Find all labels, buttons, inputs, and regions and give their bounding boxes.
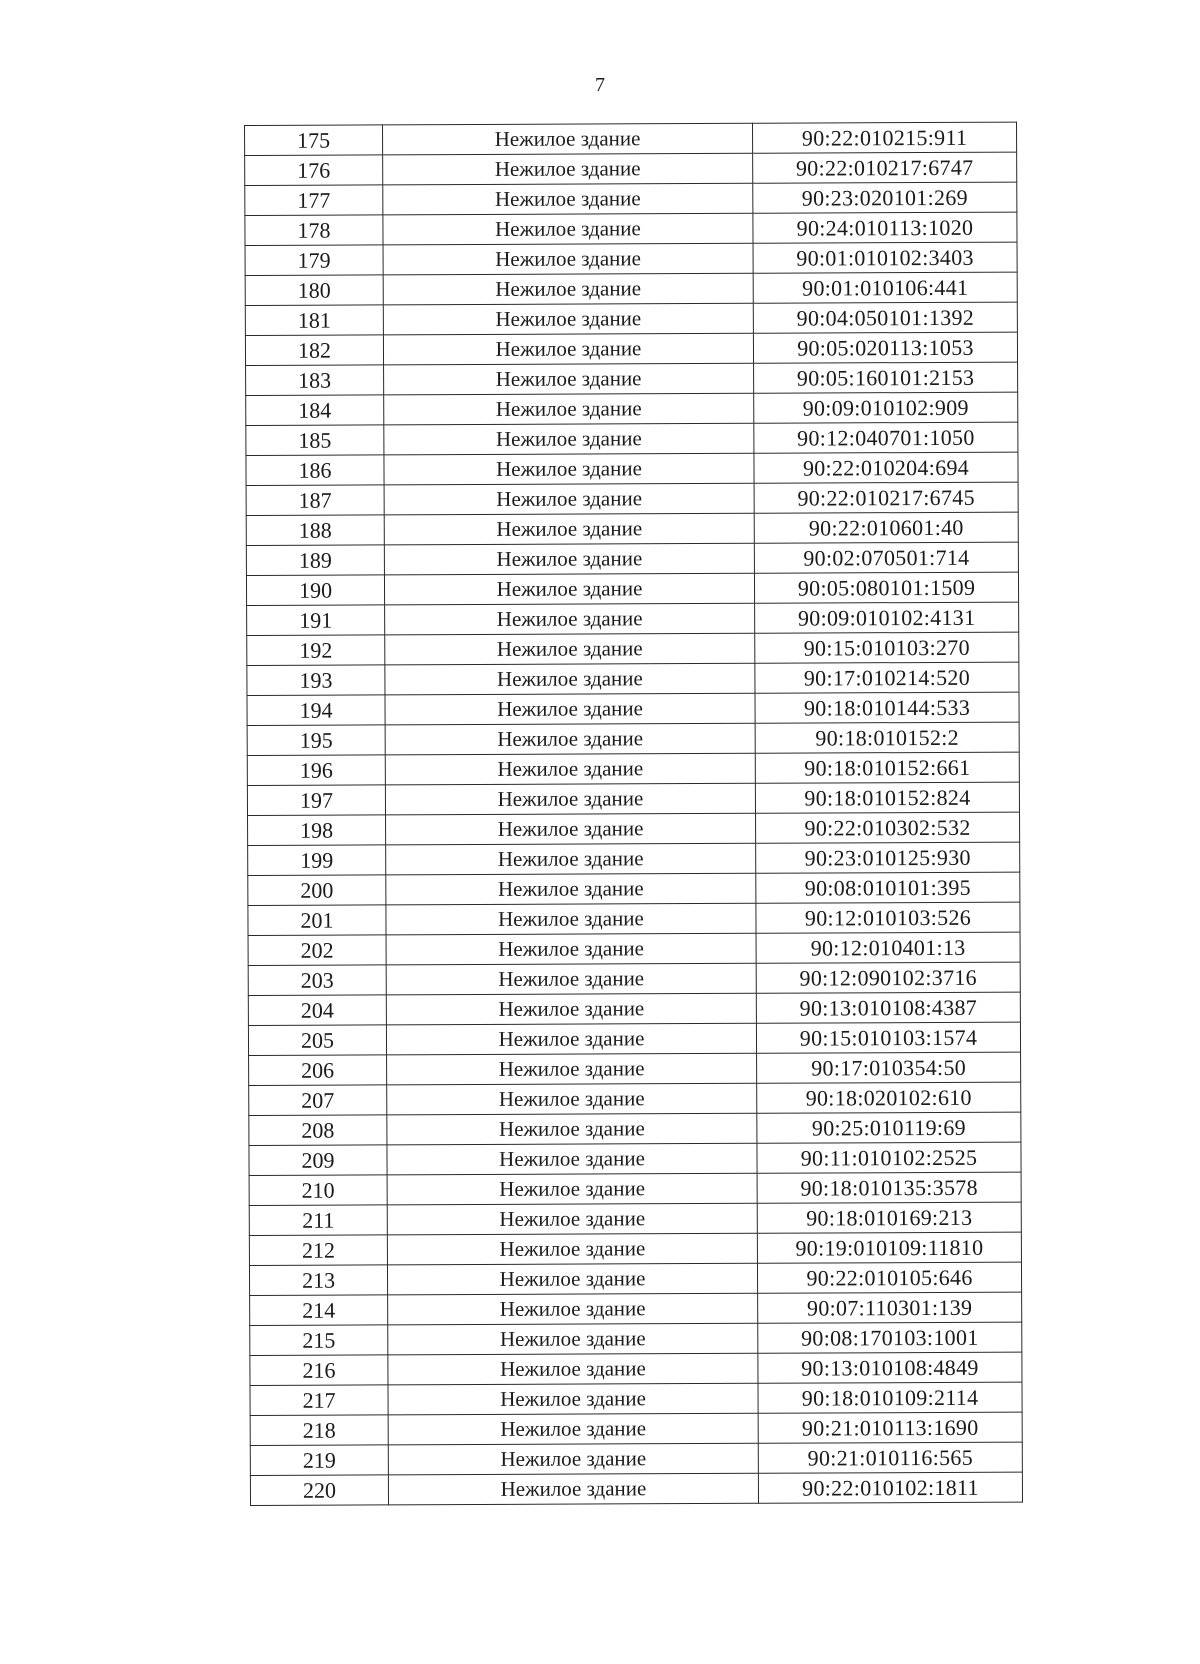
object-type-cell: Нежилое здание — [383, 243, 753, 275]
cadastral-number-cell: 90:18:010152:661 — [755, 752, 1019, 783]
table-row — [248, 902, 1020, 935]
row-number-cell: 178 — [245, 215, 383, 246]
property-registry-table — [244, 122, 1023, 1506]
object-type-cell: Нежилое здание — [383, 123, 753, 155]
row-number-cell: 199 — [248, 845, 386, 876]
object-type-cell: Нежилое здание — [384, 393, 754, 425]
table-row — [247, 722, 1019, 755]
table-row — [247, 752, 1019, 785]
cadastral-number-cell: 90:01:010102:3403 — [753, 242, 1017, 273]
cadastral-number-cell: 90:12:040701:1050 — [754, 422, 1018, 453]
cadastral-number-cell: 90:24:010113:1020 — [753, 212, 1017, 243]
object-type-cell: Нежилое здание — [385, 633, 755, 665]
cadastral-number-cell: 90:17:010214:520 — [755, 662, 1019, 693]
table-row — [248, 992, 1020, 1025]
cadastral-number-cell: 90:05:160101:2153 — [754, 362, 1018, 393]
row-number-cell: 209 — [249, 1145, 387, 1176]
table-row — [249, 1172, 1021, 1205]
object-type-cell: Нежилое здание — [388, 1353, 758, 1385]
cadastral-number-cell: 90:23:020101:269 — [753, 182, 1017, 213]
row-number-cell: 210 — [249, 1175, 387, 1206]
cadastral-number-cell: 90:09:010102:4131 — [755, 602, 1019, 633]
table-row — [247, 782, 1019, 815]
table-row — [247, 632, 1019, 665]
row-number-cell: 207 — [249, 1085, 387, 1116]
table-row — [248, 1022, 1020, 1055]
cadastral-number-cell: 90:13:010108:4387 — [756, 992, 1020, 1023]
table-row — [246, 362, 1018, 395]
cadastral-number-cell: 90:18:010109:2114 — [758, 1382, 1022, 1413]
cadastral-number-cell: 90:21:010113:1690 — [758, 1412, 1022, 1443]
table-row — [250, 1442, 1022, 1475]
table-row — [245, 302, 1017, 335]
cadastral-number-cell: 90:22:010102:1811 — [758, 1472, 1022, 1503]
cadastral-number-cell: 90:18:020102:610 — [757, 1082, 1021, 1113]
row-number-cell: 190 — [246, 575, 384, 606]
cadastral-number-cell: 90:21:010116:565 — [758, 1442, 1022, 1473]
object-type-cell: Нежилое здание — [384, 573, 754, 605]
table-row — [249, 1112, 1021, 1145]
cadastral-number-cell: 90:22:010215:911 — [752, 122, 1016, 153]
object-type-cell: Нежилое здание — [383, 303, 753, 335]
object-type-cell: Нежилое здание — [388, 1413, 758, 1445]
row-number-cell: 213 — [249, 1265, 387, 1296]
table-row — [246, 452, 1018, 485]
row-number-cell: 215 — [250, 1325, 388, 1356]
cadastral-number-cell: 90:22:010302:532 — [756, 812, 1020, 843]
object-type-cell: Нежилое здание — [383, 333, 753, 365]
table-row — [247, 662, 1019, 695]
object-type-cell: Нежилое здание — [388, 1293, 758, 1325]
row-number-cell: 187 — [246, 485, 384, 516]
cadastral-number-cell: 90:22:010601:40 — [754, 512, 1018, 543]
object-type-cell: Нежилое здание — [386, 903, 756, 935]
object-type-cell: Нежилое здание — [388, 1473, 758, 1505]
cadastral-number-cell: 90:22:010217:6747 — [753, 152, 1017, 183]
object-type-cell: Нежилое здание — [388, 1443, 758, 1475]
row-number-cell: 176 — [245, 155, 383, 186]
table-row — [245, 152, 1017, 185]
table-row — [248, 932, 1020, 965]
table-row — [250, 1322, 1022, 1355]
cadastral-number-cell: 90:07:110301:139 — [758, 1292, 1022, 1323]
row-number-cell: 183 — [246, 365, 384, 396]
table-row — [247, 692, 1019, 725]
row-number-cell: 180 — [245, 275, 383, 306]
row-number-cell: 218 — [250, 1415, 388, 1446]
table-row — [249, 1052, 1021, 1085]
row-number-cell: 216 — [250, 1355, 388, 1386]
object-type-cell: Нежилое здание — [386, 813, 756, 845]
table-row — [247, 602, 1019, 635]
table-row — [248, 842, 1020, 875]
object-type-cell: Нежилое здание — [386, 963, 756, 995]
object-type-cell: Нежилое здание — [385, 663, 755, 695]
cadastral-number-cell: 90:18:010144:533 — [755, 692, 1019, 723]
row-number-cell: 192 — [247, 635, 385, 666]
table-row — [245, 212, 1017, 245]
object-type-cell: Нежилое здание — [383, 213, 753, 245]
object-type-cell: Нежилое здание — [387, 1053, 757, 1085]
row-number-cell: 193 — [247, 665, 385, 696]
object-type-cell: Нежилое здание — [385, 693, 755, 725]
table-row — [250, 1292, 1022, 1325]
row-number-cell: 197 — [247, 785, 385, 816]
page-number: 7 — [595, 74, 605, 96]
object-type-cell: Нежилое здание — [385, 603, 755, 635]
table-row — [249, 1202, 1021, 1235]
cadastral-number-cell: 90:08:010101:395 — [756, 872, 1020, 903]
row-number-cell: 198 — [248, 815, 386, 846]
row-number-cell: 184 — [246, 395, 384, 426]
cadastral-number-cell: 90:01:010106:441 — [753, 272, 1017, 303]
cadastral-number-cell: 90:22:010204:694 — [754, 452, 1018, 483]
row-number-cell: 196 — [247, 755, 385, 786]
registry-table-body — [245, 122, 1023, 1505]
row-number-cell: 185 — [246, 425, 384, 456]
table-row — [246, 572, 1018, 605]
row-number-cell: 203 — [248, 965, 386, 996]
cadastral-number-cell: 90:12:010103:526 — [756, 902, 1020, 933]
cadastral-number-cell: 90:22:010217:6745 — [754, 482, 1018, 513]
cadastral-number-cell: 90:18:010169:213 — [757, 1202, 1021, 1233]
table-row — [250, 1382, 1022, 1415]
cadastral-number-cell: 90:12:010401:13 — [756, 932, 1020, 963]
table-row — [250, 1412, 1022, 1445]
object-type-cell: Нежилое здание — [386, 873, 756, 905]
object-type-cell: Нежилое здание — [385, 783, 755, 815]
object-type-cell: Нежилое здание — [387, 1233, 757, 1265]
row-number-cell: 205 — [248, 1025, 386, 1056]
cadastral-number-cell: 90:18:010152:2 — [755, 722, 1019, 753]
object-type-cell: Нежилое здание — [385, 723, 755, 755]
row-number-cell: 181 — [245, 305, 383, 336]
cadastral-number-cell: 90:04:050101:1392 — [753, 302, 1017, 333]
cadastral-number-cell: 90:13:010108:4849 — [758, 1352, 1022, 1383]
table-row — [245, 272, 1017, 305]
object-type-cell: Нежилое здание — [384, 513, 754, 545]
object-type-cell: Нежилое здание — [383, 153, 753, 185]
row-number-cell: 191 — [247, 605, 385, 636]
table-row — [249, 1142, 1021, 1175]
row-number-cell: 195 — [247, 725, 385, 756]
row-number-cell: 211 — [249, 1205, 387, 1236]
cadastral-number-cell: 90:09:010102:909 — [754, 392, 1018, 423]
row-number-cell: 204 — [248, 995, 386, 1026]
row-number-cell: 189 — [246, 545, 384, 576]
object-type-cell: Нежилое здание — [386, 993, 756, 1025]
object-type-cell: Нежилое здание — [384, 363, 754, 395]
cadastral-number-cell: 90:05:020113:1053 — [753, 332, 1017, 363]
table-row — [248, 872, 1020, 905]
table-row — [250, 1472, 1022, 1505]
object-type-cell: Нежилое здание — [384, 453, 754, 485]
object-type-cell: Нежилое здание — [386, 843, 756, 875]
row-number-cell: 177 — [245, 185, 383, 216]
object-type-cell: Нежилое здание — [387, 1203, 757, 1235]
cadastral-number-cell: 90:02:070501:714 — [754, 542, 1018, 573]
table-row — [246, 542, 1018, 575]
object-type-cell: Нежилое здание — [387, 1263, 757, 1295]
table-row — [248, 812, 1020, 845]
table-row — [245, 332, 1017, 365]
cadastral-number-cell: 90:12:090102:3716 — [756, 962, 1020, 993]
row-number-cell: 219 — [250, 1445, 388, 1476]
object-type-cell: Нежилое здание — [383, 183, 753, 215]
object-type-cell: Нежилое здание — [388, 1323, 758, 1355]
object-type-cell: Нежилое здание — [387, 1113, 757, 1145]
cadastral-number-cell: 90:05:080101:1509 — [754, 572, 1018, 603]
row-number-cell: 217 — [250, 1385, 388, 1416]
object-type-cell: Нежилое здание — [387, 1143, 757, 1175]
table-row — [246, 422, 1018, 455]
object-type-cell: Нежилое здание — [387, 1083, 757, 1115]
table-row — [245, 242, 1017, 275]
row-number-cell: 202 — [248, 935, 386, 966]
cadastral-number-cell: 90:25:010119:69 — [757, 1112, 1021, 1143]
table-row — [246, 512, 1018, 545]
row-number-cell: 179 — [245, 245, 383, 276]
table-row — [245, 182, 1017, 215]
cadastral-number-cell: 90:17:010354:50 — [757, 1052, 1021, 1083]
object-type-cell: Нежилое здание — [383, 273, 753, 305]
row-number-cell: 182 — [245, 335, 383, 366]
cadastral-number-cell: 90:08:170103:1001 — [758, 1322, 1022, 1353]
object-type-cell: Нежилое здание — [384, 483, 754, 515]
table-row — [245, 122, 1017, 155]
object-type-cell: Нежилое здание — [385, 753, 755, 785]
object-type-cell: Нежилое здание — [386, 1023, 756, 1055]
cadastral-number-cell: 90:22:010105:646 — [757, 1262, 1021, 1293]
row-number-cell: 194 — [247, 695, 385, 726]
cadastral-number-cell: 90:23:010125:930 — [756, 842, 1020, 873]
cadastral-number-cell: 90:15:010103:1574 — [756, 1022, 1020, 1053]
cadastral-number-cell: 90:19:010109:11810 — [757, 1232, 1021, 1263]
row-number-cell: 206 — [249, 1055, 387, 1086]
table-row — [246, 482, 1018, 515]
object-type-cell: Нежилое здание — [387, 1173, 757, 1205]
cadastral-number-cell: 90:18:010152:824 — [755, 782, 1019, 813]
object-type-cell: Нежилое здание — [386, 933, 756, 965]
row-number-cell: 186 — [246, 455, 384, 486]
object-type-cell: Нежилое здание — [384, 543, 754, 575]
object-type-cell: Нежилое здание — [388, 1383, 758, 1415]
table-row — [246, 392, 1018, 425]
table-row — [248, 962, 1020, 995]
cadastral-number-cell: 90:15:010103:270 — [755, 632, 1019, 663]
row-number-cell: 214 — [250, 1295, 388, 1326]
object-type-cell: Нежилое здание — [384, 423, 754, 455]
row-number-cell: 208 — [249, 1115, 387, 1146]
row-number-cell: 212 — [249, 1235, 387, 1266]
table-row — [249, 1232, 1021, 1265]
cadastral-number-cell: 90:11:010102:2525 — [757, 1142, 1021, 1173]
row-number-cell: 220 — [250, 1475, 388, 1506]
row-number-cell: 201 — [248, 905, 386, 936]
table-row — [249, 1082, 1021, 1115]
table-row — [249, 1262, 1021, 1295]
row-number-cell: 188 — [246, 515, 384, 546]
row-number-cell: 200 — [248, 875, 386, 906]
table-row — [250, 1352, 1022, 1385]
cadastral-number-cell: 90:18:010135:3578 — [757, 1172, 1021, 1203]
row-number-cell: 175 — [245, 125, 383, 156]
